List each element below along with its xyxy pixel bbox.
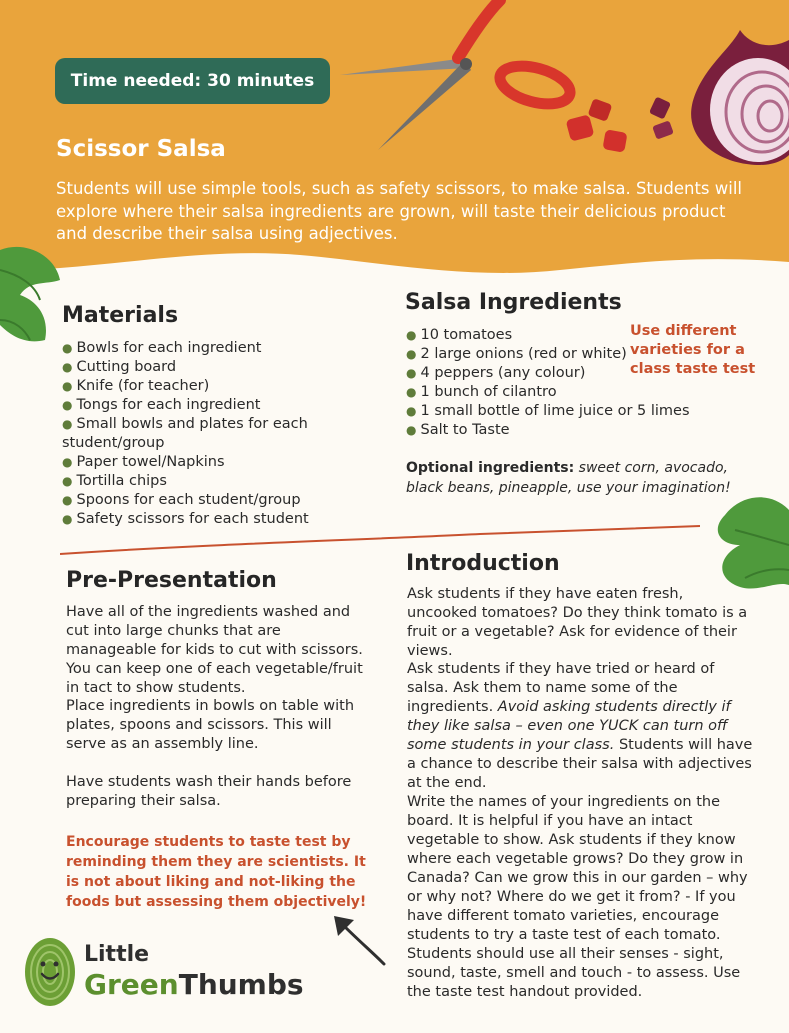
bullet-icon: ●: [62, 417, 73, 431]
list-item: ● Spoons for each student/group: [62, 492, 301, 508]
list-item: ● Safety scissors for each student: [62, 511, 309, 527]
bullet-icon: ●: [62, 474, 73, 488]
list-item-continuation: student/group: [62, 435, 165, 451]
pre-presentation-heading: Pre-Presentation: [66, 568, 277, 593]
bullet-icon: ●: [406, 423, 417, 437]
list-item: ● Tongs for each ingredient: [62, 397, 261, 413]
bullet-icon: ●: [62, 512, 73, 526]
bullet-icon: ●: [62, 493, 73, 507]
arrow-icon: [330, 912, 390, 968]
introduction-paragraph: Ask students if they have eaten fresh, uncooked tomatoes? Do they think tomato is a fruit or a vegetable? Ask for evidence of their views.: [407, 586, 748, 659]
thumbprint-logo-icon: [22, 934, 78, 1010]
pre-presentation-paragraph: Have all of the ingredients washed and cut into large chunks that are manageable for kids to cut with scissors. You can keep one of each vegetable/fruit in tact to show students.: [66, 604, 363, 696]
bullet-icon: ●: [62, 455, 73, 469]
list-item: ● Paper towel/Napkins: [62, 454, 225, 470]
bullet-icon: ●: [406, 366, 417, 380]
list-item: ● Cutting board: [62, 359, 177, 375]
cilantro-leaf-icon: [700, 490, 789, 600]
bullet-icon: ●: [406, 328, 417, 342]
list-item: ● Salt to Taste: [406, 422, 510, 438]
list-item: ● 4 peppers (any colour): [406, 365, 586, 381]
list-item: ● 1 small bottle of lime juice or 5 limes: [406, 403, 690, 419]
bullet-icon: ●: [406, 404, 417, 418]
time-needed-badge: Time needed: 30 minutes: [55, 58, 330, 104]
page-title: Scissor Salsa: [56, 136, 226, 162]
materials-heading: Materials: [62, 303, 179, 328]
optional-text: sweet corn, avocado, black beans, pineapple, use your imagination!: [406, 460, 731, 496]
bullet-icon: ●: [62, 341, 73, 355]
onion-illustration: [680, 30, 789, 170]
lesson-description: Students will use simple tools, such as safety scissors, to make salsa. Students will explore where their salsa ingredients are grown, will taste their delicious product and describe their salsa using adjectives.: [56, 179, 742, 243]
bullet-icon: ●: [62, 360, 73, 374]
materials-list: [62, 339, 362, 529]
cilantro-leaf-icon: [0, 240, 73, 370]
introduction-paragraph: Write the names of your ingredients on the board. It is helpful if you have an intact vegetable to show. Ask students if they know where each vegetable grows? Do they grow in Canada? Can we grow this in our garden – why or why not? Where do we get it from? - If you have different tomato varieties, encourage students to try a taste test of each tomato. Students should use all their senses - sight, sound, taste, smell and touch - to assess. Use the taste test handout provided.: [407, 794, 748, 1000]
list-item: ● Knife (for teacher): [62, 378, 210, 394]
bullet-icon: ●: [62, 379, 73, 393]
pre-presentation-paragraph: Place ingredients in bowls on table with plates, spoons and scissors. This will serve as an assembly line.: [66, 698, 355, 752]
ingredients-heading: Salsa Ingredients: [405, 290, 622, 315]
logo-word-greenthumbs: GreenThumbs: [84, 968, 304, 1001]
list-item: ● 2 large onions (red or white): [406, 346, 627, 362]
scissors-icon: [340, 0, 580, 160]
list-item: ● Bowls for each ingredient: [62, 340, 262, 356]
optional-ingredients: [406, 458, 751, 498]
list-item: ● 1 bunch of cilantro: [406, 384, 557, 400]
bullet-icon: ●: [62, 398, 73, 412]
little-green-thumbs-logo: [22, 934, 304, 1010]
introduction-heading: Introduction: [406, 551, 560, 576]
section-divider: [60, 522, 700, 558]
taste-test-callout: Encourage students to taste test by reminding them they are scientists. It is not about liking and not-liking the foods but assessing them objectively!: [66, 834, 367, 910]
list-item: ● Small bowls and plates for each: [62, 416, 308, 432]
optional-label: Optional ingredients:: [406, 460, 575, 476]
bullet-icon: ●: [406, 385, 417, 399]
chopped-vegetables: [560, 95, 690, 165]
header-banner: [0, 0, 789, 300]
list-item: ● Tortilla chips: [62, 473, 167, 489]
taste-test-note: Use different varieties for a class taste test: [630, 323, 756, 377]
logo-word-little: Little: [84, 942, 150, 967]
bullet-icon: ●: [406, 347, 417, 361]
list-item: ● 10 tomatoes: [406, 327, 513, 343]
introduction-paragraph: Ask students if they have tried or heard of salsa. Ask them to name some of the ingredients. Avoid asking students directly if they like salsa – even one YUCK can turn off some students in your class. Students will have a chance to describe their salsa with adjectives at the end.: [407, 661, 753, 791]
pre-presentation-paragraph: Have students wash their hands before preparing their salsa.: [66, 774, 352, 809]
